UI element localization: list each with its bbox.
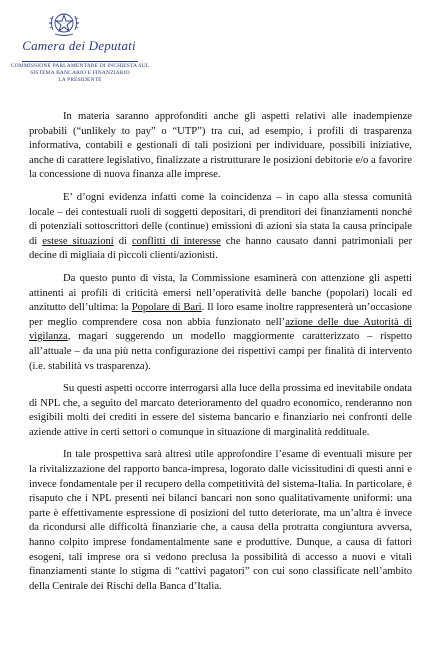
underlined-phrase: azione delle due Autorità di vigilanza: [29, 316, 412, 343]
paragraph-text: che hanno causato danni patrimoniali per decine di migliaia di piccoli clienti/azionisti.: [29, 235, 413, 262]
italian-republic-emblem-icon: [47, 8, 81, 38]
commission-line-1: COMMISSIONE PARLAMENTARE DI INCHIESTA SUL: [10, 63, 150, 69]
paragraph-text: Da questo punto di vista, la Commissione esaminerà con attenzione gli aspetti attinenti ai profili di criticità emersi nell’operatività delle banche (popolari) locali ed anzitutto dell’ultima: la: [29, 272, 412, 314]
paragraph-banca-impresa: In tale prospettiva sarà altresì utile approfondire l’esame di eventuali misure per la rivitalizzazione del rapporto banca-impresa, logorato dalle vicissitudini di questi anni e invece fondamentale per il recupero della competitività del sistema-Italia. In particolare, è risaputo che i NPL presenti nei bilanci bancari non sono qualitativamente uniformi: una parte è effettivamente espressione di posizioni del tutto deteriorate, ma un’altra è invece da ricondursi alle difficoltà finanziarie che, a causa della protratta congiuntura avversa, hanno colpito imprese fondamentalmente sane e produttive. Dunque, a causa di fattori esogeni, tali imprese ora si vedono preclusa la possibilità di accesso a nuovi e vitali finanziamenti stante lo stigma di “cattivi pagatori” con cui sono classificate nell’ambito della Centrale dei Rischi della Banca d’Italia.: [29, 449, 412, 592]
commission-block: [0, 60, 160, 84]
header-rule: [22, 61, 138, 62]
paragraph-utp: In materia saranno approfonditi anche gli aspetti relativi alle inadempienze probabili (“unlikely to pay” o “UTP”) tra cui, ad esempio, i profili di trasparenza informativa, contabili e gestionali di tali posizioni per individuare, possibili iniziative, anche di carattere legislativo, finalizzate a ristrutturare le posizioni debitorie e/o a favorire la concessione di nuova finanza alle imprese.: [29, 111, 412, 181]
paragraph-popolare-bari: [29, 272, 412, 374]
document-body: [29, 110, 412, 602]
underlined-phrase: estese situazioni: [42, 235, 114, 247]
paragraph-conflicts: [29, 191, 412, 264]
paragraph-text: di: [113, 235, 132, 247]
commission-line-2: SISTEMA BANCARIO E FINANZIARIO: [30, 70, 130, 76]
paragraph-npl: Su questi aspetti occorre interrogarsi alla luce della prossima ed inevitabile ondata di NPL che, a seguito del marcato deterioramento del quadro economico, renderanno non esigibili molti dei crediti in essere del sistema bancario e finanziario nei confronti delle aziende attive in certi settori o comunque in situazione di marginalità reddituale.: [29, 383, 412, 438]
underlined-phrase: Popolare di Bari: [131, 302, 202, 314]
paragraph-text: , magari suggerendo un modello maggiormente caratterizzato – rispetto all’attuale – da una più netta configurazione dei rispettivi campi per finalità di intervento (i.e. stabilità vs trasparenza).: [29, 331, 412, 372]
commission-line-3: LA PRESIDENTE: [58, 77, 102, 83]
letterhead: [0, 0, 434, 95]
paragraph-text: . Il loro esame inoltre rappresenterà un’occasione per meglio comprendere cosa non abbia funzionato nell’: [29, 302, 412, 328]
chamber-name: Camera dei Deputati: [22, 38, 136, 53]
underlined-phrase: conflitti di interesse: [131, 235, 221, 247]
paragraph-text: E’ d’ogni evidenza infatti come la coincidenza – in capo alla stessa comunità locale – dei contestuali ruoli di soggetti depositari, di prenditori dei finanziamenti nonché di potenziali sottoscrittori delle (continue) emissioni di azioni sia stata la causa principale di: [29, 191, 412, 247]
